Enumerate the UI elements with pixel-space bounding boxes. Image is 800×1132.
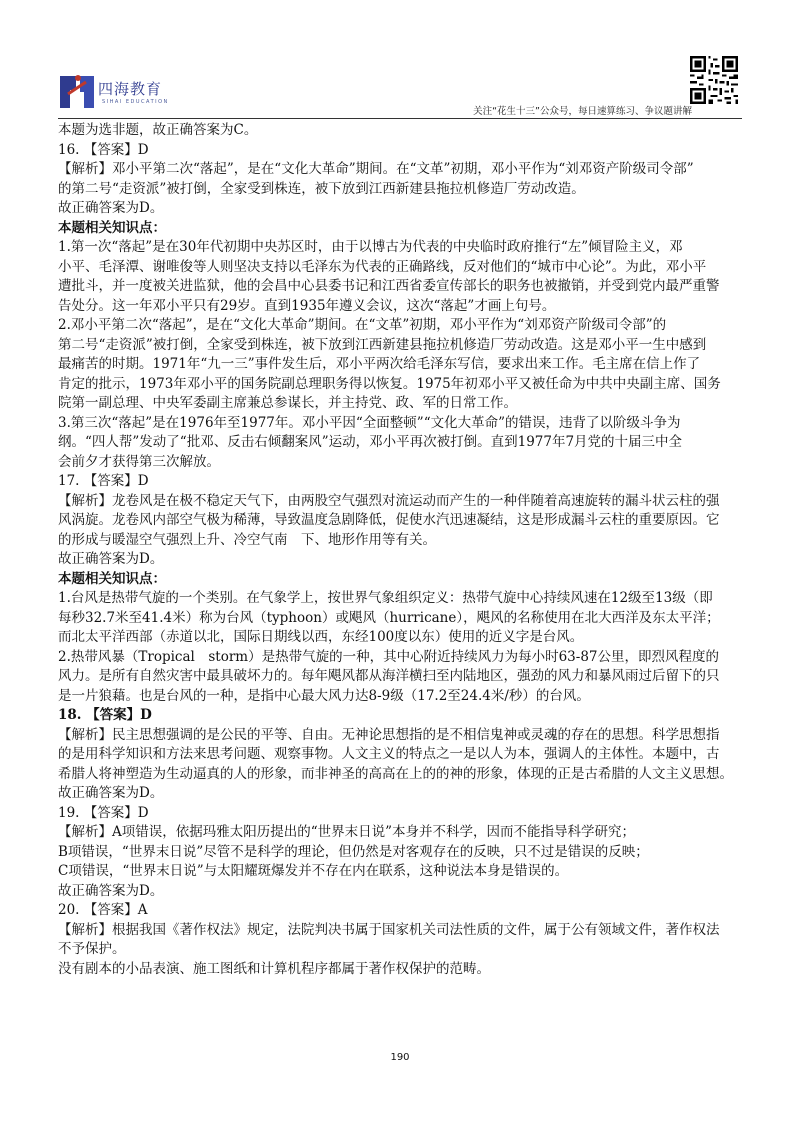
text-line: 不予保护。: [58, 941, 126, 957]
text-line: 的是用科学知识和方法来思考问题、观察事物。人文主义的特点之一是以人为本，强调人的主体性。本题中，古: [58, 746, 720, 762]
follow-notice: 关注“花生十三”公众号，每日速算练习、争议题讲解: [473, 106, 692, 117]
text-line: 【解析】民主思想强调的是公民的平等、自由。无神论思想指的是不相信鬼神或灵魂的存在的思想。科学思想指: [58, 726, 720, 743]
text-line: 【解析】龙卷风是在极不稳定天气下，由两股空气强烈对流运动而产生的一种伴随着高速旋转的漏斗状云柱的强: [58, 492, 720, 509]
text-line: 院第一副总理、中央军委副主席兼总参谋长，并主持党、政、军的日常工作。: [58, 395, 517, 411]
text-line: 2.热带风暴（Tropical storm）是热带气旋的一种，其中心附近持续风力为每小时63-87公里，即烈风程度的: [58, 648, 720, 665]
answer-heading: 18. 【答案】D: [58, 707, 152, 723]
knowledge-heading: 本题相关知识点：: [58, 570, 166, 587]
text-line: 【解析】根据我国《著作权法》规定，法院判决书属于国家机关司法性质的文件，属于公有领域文件，著作权法: [58, 921, 720, 938]
text-line: 而北太平洋西部（赤道以北，国际日期线以西，东经100度以东）使用的近义字是台风。: [58, 629, 584, 645]
text-line: 小平、毛泽潭、谢唯俊等人则坚决支持以毛泽东为代表的正确路线，反对他们的“城市中心论”。为此，邓小平: [58, 258, 707, 275]
text-line: 会前夕才获得第三次解放。: [58, 453, 220, 470]
answer-heading: 16. 【答案】D: [58, 141, 149, 158]
brand-name: 四海教育: [98, 80, 163, 98]
text-line: 1.第一次“落起”是在30年代初期中央苏区时，由于以博古为代表的中央临时政府推行“左”倾冒险主义，邓: [58, 239, 683, 255]
text-line: B项错误，“世界末日说”尽管不是科学的理论，但仍然是对客观存在的反映，只不过是错误的反映；: [58, 843, 649, 860]
answer-heading: 20. 【答案】A: [58, 902, 148, 918]
text-line: 的形成与暖湿空气强烈上升、冷空气南 下、地形作用等有关。: [58, 531, 436, 548]
text-line: 没有剧本的小品表演、施工图纸和计算机程序都属于著作权保护的范畴。: [58, 960, 490, 977]
text-line: 【解析】A项错误，依据玛雅太阳历提出的“世界末日说”本身并不科学，因而不能指导科学研究；: [58, 824, 636, 840]
text-line: 纲。“四人帮”发动了“批邓、反击右倾翻案风”运动，邓小平再次被打倒。直到1977年7月党的十届三中全: [58, 434, 683, 450]
text-line: 【解析】邓小平第二次“落起”，是在“文化大革命”期间。在“文革”初期，邓小平作为“刘邓资产阶级司令部”: [58, 161, 694, 177]
answer-heading: 19. 【答案】D: [58, 804, 149, 821]
text-line: 希腊人将神塑造为生动逼真的人的形象，而非神圣的高高在上的的神的形象，体现的正是古希腊的人文主义思想。: [58, 765, 733, 782]
text-line: 故正确答案为D。: [58, 200, 164, 216]
answer-heading: 17. 【答案】D: [58, 473, 149, 489]
text-line: 告处分。这一年邓小平只有29岁。直到1935年遵义会议，这次“落起”才画上句号。: [58, 297, 556, 314]
text-line: C项错误，“世界末日说”与太阳耀斑爆发并不存在内在联系，这种说法本身是错误的。: [58, 863, 569, 879]
text-line: 肯定的批示，1973年邓小平的国务院副总理职务得以恢复。1975年初邓小平又被任命为中共中央副主席、国务: [58, 375, 721, 392]
text-line: 最痛苦的时期。1971年“九一三”事件发生后，邓小平两次给毛泽东写信，要求出来工作。毛主席在信上作了: [58, 356, 701, 372]
text-line: 1.台风是热带气旋的一个类别。在气象学上，按世界气象组织定义：热带气旋中心持续风速在12级至13级（即: [58, 590, 713, 606]
text-line: 3.第三次“落起”是在1976年至1977年。邓小平因“全面整顿”“文化大革命”的错误，违背了以阶级斗争为: [58, 414, 681, 431]
text-line: 是一片狼藉。也是台风的一种，是指中心最大风力达8-9级（17.2至24.4米/秒）的台风。: [58, 687, 590, 704]
page-header: [0, 0, 800, 116]
text-line: 故正确答案为D。: [58, 551, 164, 567]
text-line: 故正确答案为D。: [58, 785, 164, 801]
text-line: 2.邓小平第二次“落起”，是在“文化大革命”期间。在“文革”初期，邓小平作为“刘邓资产阶级司令部”的: [58, 317, 667, 333]
text-line: 风涡旋。龙卷风内部空气极为稀薄，导致温度急剧降低，促使水汽迅速凝结，这是形成漏斗云柱的重要原因。它: [58, 512, 720, 528]
text-line: 第二号“走资派”被打倒，全家受到株连，被下放到江西新建县拖拉机修造厂劳动改造。这是邓小平一生中感到: [58, 336, 707, 353]
header-divider: [58, 118, 742, 119]
text-line: 的第二号“走资派”被打倒，全家受到株连，被下放到江西新建县拖拉机修造厂劳动改造。: [58, 180, 585, 197]
page-number: 190: [390, 1052, 410, 1063]
knowledge-heading: 本题相关知识点：: [58, 219, 166, 236]
text-line: 本题为选非题，故正确答案为C。: [58, 122, 258, 138]
text-line: 每秒32.7米至41.4米）称为台风（typhoon）或飓风（hurricane），飓风的名称使用在北大西洋及东太平洋；: [58, 609, 720, 626]
answer-body: [58, 121, 742, 979]
qr-code-icon: [690, 56, 738, 104]
text-line: 故正确答案为D。: [58, 882, 164, 899]
text-line: 风力。是所有自然灾害中最具破坏力的。每年飓风都从海洋横扫至内陆地区，强劲的风力和暴风雨过后留下的只: [58, 668, 720, 684]
text-line: 遭批斗，并一度被关进监狱，他的会昌中心县委书记和江西省委宣传部长的职务也被撤销，并受到党内最严重警: [58, 278, 720, 294]
brand-subtitle: SIHAI EDUCATION: [102, 99, 169, 105]
